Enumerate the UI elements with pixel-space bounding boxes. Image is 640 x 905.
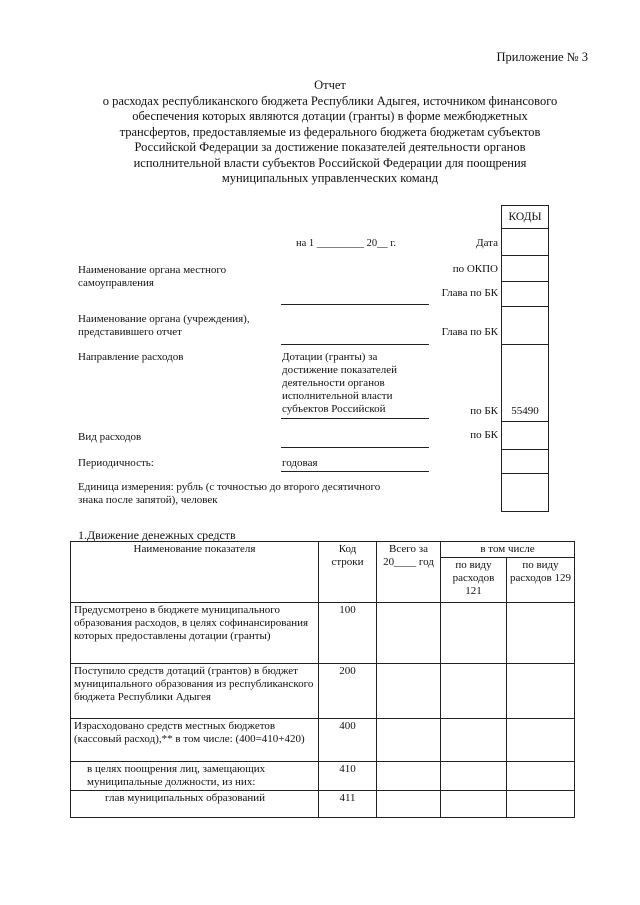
title-line: обеспечения которых являются дотации (гранты) в форме межбюджетных <box>132 109 528 123</box>
row-code: 200 <box>319 664 377 719</box>
title-line: о расходах республиканского бюджета Республики Адыгея, источником финансового <box>102 93 558 108</box>
header-kind-129: по виду расходов 129 <box>507 558 575 603</box>
cell-121[interactable] <box>441 791 507 818</box>
table-row <box>71 719 575 762</box>
cash-flow-table <box>70 541 575 818</box>
cell-129[interactable] <box>507 791 575 818</box>
table-header-row <box>71 542 575 558</box>
cell-total[interactable] <box>377 791 441 818</box>
label-bk4: по БК <box>470 429 498 441</box>
table-row <box>71 664 575 719</box>
cell-129[interactable] <box>507 762 575 791</box>
header-incl: в том числе <box>441 542 575 558</box>
label-date: Дата <box>476 237 498 249</box>
code-cell-date[interactable] <box>501 229 549 256</box>
codes-header: КОДЫ <box>501 205 549 229</box>
title-line: исполнительной власти субъектов Российской Федерации для поощрения <box>133 155 527 170</box>
row-code: 100 <box>319 603 377 664</box>
unit-label: Единица измерения: рубль (с точностью до второго десятичного знака после запятой), человек <box>78 481 381 506</box>
reporting-org-input-line[interactable] <box>281 344 429 345</box>
title-line: Российской Федерации за достижение показателей деятельности органов <box>134 140 526 154</box>
cell-121[interactable] <box>441 603 507 664</box>
cell-total[interactable] <box>377 762 441 791</box>
reporting-org-label: Наименование органа (учреждения), представившего отчет <box>78 313 250 338</box>
periodicity-value: годовая <box>282 457 318 469</box>
row-name: в целях поощрения лиц, замещающих муниципальные должности, из них: <box>71 762 319 791</box>
code-cell-okpo[interactable] <box>501 256 549 282</box>
cell-121[interactable] <box>441 719 507 762</box>
expense-type-label: Вид расходов <box>78 431 142 443</box>
date-line: на 1 _________ 20__ г. <box>296 238 397 249</box>
section-title: 1.Движение денежных средств <box>78 528 236 542</box>
direction-underline <box>281 418 429 419</box>
code-cell-unit[interactable] <box>501 474 549 512</box>
row-code: 410 <box>319 762 377 791</box>
header-code: Код строки <box>319 542 377 603</box>
title-line: трансфертов, предоставляемые из федерального бюджета бюджетам субъектов <box>119 124 541 139</box>
org-name-label: Наименование органа местного самоуправления <box>78 264 227 289</box>
label-bk1: Глава по БК <box>441 287 498 299</box>
expense-type-input-line[interactable] <box>281 447 429 448</box>
cell-121[interactable] <box>441 664 507 719</box>
label-bk2: Глава по БК <box>441 326 498 338</box>
direction-value: Дотации (гранты) за достижение показателей деятельности органов исполнительной власти субъектов Российской <box>282 351 398 415</box>
row-name: Поступило средств дотаций (грантов) в бюджет муниципального образования из республиканского бюджета Республики Адыгея <box>71 664 319 719</box>
header-name: Наименование показателя <box>71 542 319 603</box>
periodicity-underline <box>281 471 429 472</box>
table-row <box>71 791 575 818</box>
code-cell-bk4[interactable] <box>501 422 549 450</box>
cell-129[interactable] <box>507 719 575 762</box>
row-name: Израсходовано средств местных бюджетов (кассовый расход),** в том числе: (400=410+420) <box>71 719 319 762</box>
cell-129[interactable] <box>507 664 575 719</box>
periodicity-label: Периодичность: <box>78 457 154 469</box>
title-line: Отчет <box>314 78 346 92</box>
direction-label: Направление расходов <box>78 351 184 363</box>
code-cell-bk3[interactable]: 55490 <box>501 345 549 422</box>
table-row <box>71 603 575 664</box>
row-name: Предусмотрено в бюджете муниципального образования расходов, в целях софинансирования которых предоставлены дотации (гранты) <box>71 603 319 664</box>
header-kind-121: по виду расходов 121 <box>441 558 507 603</box>
cell-total[interactable] <box>377 664 441 719</box>
cell-total[interactable] <box>377 719 441 762</box>
code-cell-bk2[interactable] <box>501 307 549 345</box>
title-line: муниципальных управленческих команд <box>221 171 439 185</box>
label-bk3: по БК <box>470 405 498 417</box>
cell-129[interactable] <box>507 603 575 664</box>
report-title <box>60 78 600 187</box>
code-cell-periodicity[interactable] <box>501 450 549 474</box>
cell-total[interactable] <box>377 603 441 664</box>
cell-121[interactable] <box>441 762 507 791</box>
org-name-input-line[interactable] <box>281 304 429 305</box>
appendix-label: Приложение № 3 <box>496 50 588 64</box>
row-code: 411 <box>319 791 377 818</box>
table-row <box>71 762 575 791</box>
code-cell-bk1[interactable] <box>501 282 549 307</box>
label-okpo: по ОКПО <box>452 263 498 275</box>
row-code: 400 <box>319 719 377 762</box>
row-name: глав муниципальных образований <box>71 791 319 818</box>
header-total: Всего за 20____ год <box>377 542 441 603</box>
